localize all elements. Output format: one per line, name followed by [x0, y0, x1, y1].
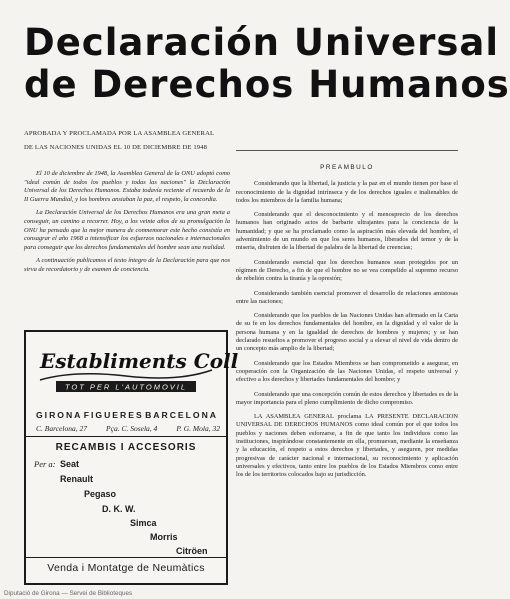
column-rule	[236, 150, 458, 151]
address-figueres: Pça. C. Sosela, 4	[106, 424, 158, 433]
subtitle-line-1: APROBADA Y PROCLAMADA POR LA ASAMBLEA GENERAL	[24, 130, 215, 137]
brand-citroen: Citröen	[176, 546, 208, 556]
ad-footer: Venda i Montatge de Neumàtics	[47, 562, 205, 574]
preambulo-paragraph: Considerando también esencial promover el desarrollo de relaciones amistosas entre las naciones;	[236, 289, 458, 305]
title-line-1: Declaración Universal	[24, 21, 500, 64]
intro-paragraph-2: La Declaración Universal de los Derechos Humanos era una gran meta a conseguir, un camino a recorrer. Hoy, a los veinte años de su promulgación la ONU ha pensado que la mejor manera de conmemorar este hecho consistía en consagrar el año 1968 a intensificar los esfuerzos nacionales e internacionales para conseguir que los derechos fundamentales del hombre sean una realidad.	[24, 209, 230, 251]
intro-paragraph-3: A continuación publicamos el texto íntegro de la Declaración para que nos sirva de recordatorio y de examen de conciencia.	[24, 257, 230, 273]
intro-text	[24, 170, 230, 280]
logo-slogan: TOT PER L'AUTOMOVIL	[64, 382, 188, 392]
title-line-2: de Derechos Humanos	[24, 63, 510, 106]
address-list	[36, 424, 220, 433]
preambulo-paragraph: Considerando que los Estados Miembros se han comprometido a asegurar, en cooperación con la Organización de las Naciones Unidas, el respeto universal y efectivo a los derechos y libertades fundamentales del hombre; y	[236, 359, 458, 384]
page-title	[24, 21, 510, 106]
city-list	[36, 410, 218, 420]
proclamation-paragraph: LA ASAMBLEA GENERAL proclama LA PRESENTE DECLARACION UNIVERSAL DE DERECHOS HUMANOS como ideal común por el que todos los pueblos y naciones deben esforzarse, a fin de que tanto los individuos como las instituciones, inspirándose constantemente en ella, promuevan, mediante la enseñanza y la educación, el respeto a estos derechos y libertades, y aseguren, por medidas progresivas de carácter nacional e internacional, su reconocimiento y aplicación universales y efectivos, tanto entre los pueblos de los Estados Miembros como entre los de los territorios colocados bajo su jurisdicción.	[236, 413, 458, 479]
preambulo-paragraph: Considerando esencial que los derechos humanos sean protegidos por un régimen de Derecho, a fin de que el hombre no se vea compelido al supremo recurso de rebelión contra la tiranía y la opresión;	[236, 258, 458, 283]
advertisement	[24, 330, 239, 585]
establiments-coll-logo	[34, 340, 239, 396]
brand-simca: Simca	[130, 518, 157, 528]
brand-morris: Morris	[150, 532, 178, 542]
brand-seat: Seat	[60, 459, 80, 469]
city-figueres: FIGUERES	[83, 410, 144, 420]
preambulo-paragraph: Considerando que el desconocimiento y el menosprecio de los derechos humanos han originado actos de barbarie ultrajantes para la conciencia de la humanidad; y que se ha proclamado como la aspiración más elevada del hombre, el advenimiento de un mundo en que los seres humanos, liberados del temor y de la miseria, disfruten de la libertad de palabra de la libertad de creencias;	[236, 211, 458, 252]
city-barcelona: BARCELONA	[145, 410, 218, 420]
preambulo-column	[236, 164, 458, 486]
per-a-label: Per a:	[34, 459, 56, 469]
address-barcelona: P. G. Mola, 32	[176, 424, 220, 433]
preambulo-paragraph: Considerando que los pueblos de las Naciones Unidas han afirmado en la Carta de su fe en los derechos fundamentales del hombre, en la dignidad y el valor de la persona humana y en la igualdad de derechos de hombres y mujeres; y se han declarado resueltos a promover el progreso social y a elevar el nivel de vida dentro de un concepto más amplio de la libertad;	[236, 312, 458, 353]
brand-renault: Renault	[60, 474, 94, 484]
brand-pegaso: Pegaso	[84, 489, 117, 499]
brand-dkw: D. K. W.	[102, 504, 136, 514]
recambios-heading: RECAMBIS I ACCESORIS	[55, 442, 197, 453]
preambulo-paragraph: Considerando que la libertad, la justicia y la paz en el mundo tienen por base el reconocimiento de la dignidad intrínseca y de los derechos iguales e inalienables de todos los miembros de la familia humana;	[236, 180, 458, 204]
subtitle	[24, 127, 234, 155]
city-girona: GIRONA	[36, 410, 83, 420]
intro-paragraph-1: El 10 de diciembre de 1948, la Asamblea General de la ONU adoptó como "ideal común de todos los pueblos y todas las naciones" la Declaración Universal de los Derechos Humanos. Estaba todavía reciente el recuerdo de la II Guerra Mundial, y los hombres ansiaban la paz, el respeto, la concordia.	[24, 170, 230, 203]
library-credit: Diputació de Girona — Servei de Biblioteques	[4, 590, 133, 597]
preambulo-heading: PREAMBULO	[320, 164, 374, 171]
preambulo-paragraph: Considerando que una concepción común de estos derechos y libertades es de la mayor importancia para el pleno cumplimiento de dicho compromiso.	[236, 390, 458, 406]
divider	[26, 436, 226, 437]
divider	[26, 557, 226, 558]
address-girona: C. Barcelona, 27	[36, 424, 87, 433]
subtitle-line-2: DE LAS NACIONES UNIDAS EL 10 DE DICIEMBRE DE 1948	[24, 144, 208, 151]
logo-script-text: Establiments Coll	[40, 349, 239, 373]
